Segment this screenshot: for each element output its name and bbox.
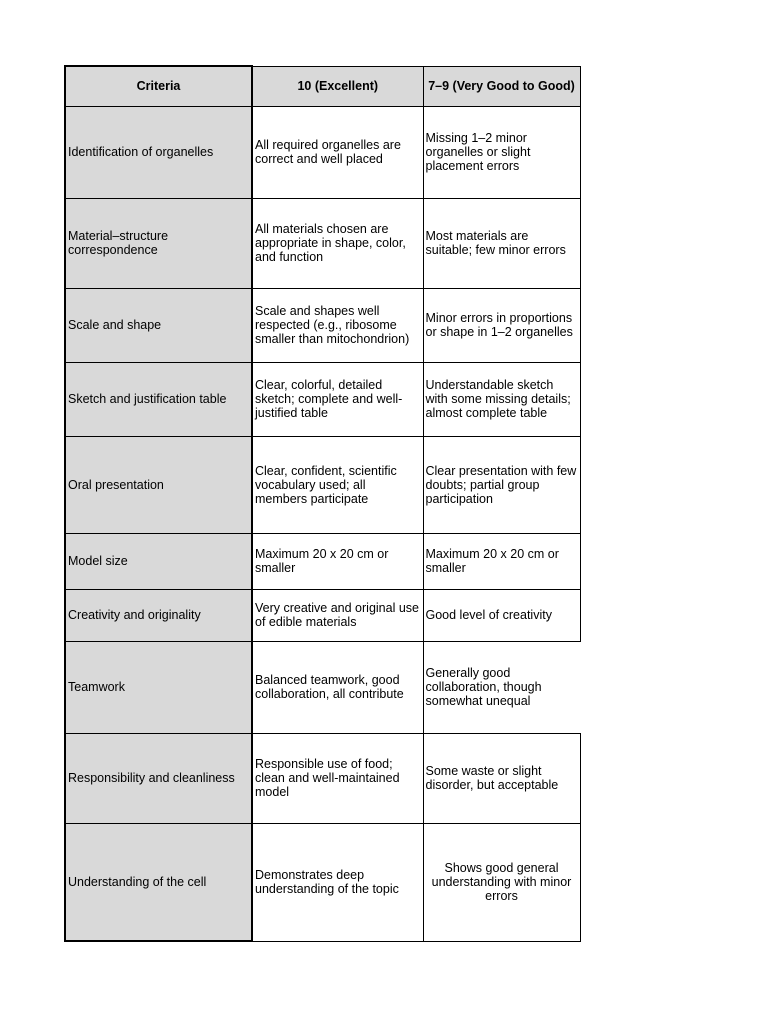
excellent-cell: Balanced teamwork, good collaboration, all contribute	[252, 641, 423, 733]
table-row	[65, 198, 580, 288]
excellent-cell: Demonstrates deep understanding of the topic	[252, 823, 423, 941]
very-good-cell: Maximum 20 x 20 cm or smaller	[423, 533, 580, 589]
very-good-cell: Clear presentation with few doubts; partial group participation	[423, 436, 580, 533]
header-row	[65, 66, 580, 106]
criteria-cell: Scale and shape	[65, 288, 252, 362]
excellent-cell: Maximum 20 x 20 cm or smaller	[252, 533, 423, 589]
excellent-cell: Clear, colorful, detailed sketch; complete and well-justified table	[252, 362, 423, 436]
criteria-cell: Model size	[65, 533, 252, 589]
excellent-cell: Very creative and original use of edible materials	[252, 589, 423, 641]
very-good-cell: Shows good general understanding with minor errors	[423, 823, 580, 941]
very-good-cell: Good level of creativity	[423, 589, 580, 641]
header-criteria: Criteria	[65, 66, 252, 106]
table-row	[65, 106, 580, 198]
criteria-cell: Teamwork	[65, 641, 252, 733]
very-good-cell: Some waste or slight disorder, but acceptable	[423, 733, 580, 823]
rubric-table	[64, 65, 581, 942]
header-excellent: 10 (Excellent)	[252, 66, 423, 106]
table-row	[65, 288, 580, 362]
table-row	[65, 533, 580, 589]
excellent-cell: Scale and shapes well respected (e.g., ribosome smaller than mitochondrion)	[252, 288, 423, 362]
very-good-cell: Generally good collaboration, though somewhat unequal	[423, 641, 580, 733]
criteria-cell: Responsibility and cleanliness	[65, 733, 252, 823]
table-row	[65, 589, 580, 641]
excellent-cell: Clear, confident, scientific vocabulary used; all members participate	[252, 436, 423, 533]
excellent-cell: All required organelles are correct and well placed	[252, 106, 423, 198]
excellent-cell: Responsible use of food; clean and well-maintained model	[252, 733, 423, 823]
table-row	[65, 641, 580, 733]
very-good-cell: Missing 1–2 minor organelles or slight placement errors	[423, 106, 580, 198]
very-good-cell: Understandable sketch with some missing details; almost complete table	[423, 362, 580, 436]
criteria-cell: Sketch and justification table	[65, 362, 252, 436]
table-row	[65, 362, 580, 436]
criteria-cell: Material–structure correspondence	[65, 198, 252, 288]
excellent-cell: All materials chosen are appropriate in shape, color, and function	[252, 198, 423, 288]
table-row	[65, 436, 580, 533]
criteria-cell: Identification of organelles	[65, 106, 252, 198]
criteria-cell: Creativity and originality	[65, 589, 252, 641]
header-very-good: 7–9 (Very Good to Good)	[423, 66, 580, 106]
table-row	[65, 823, 580, 941]
criteria-cell: Oral presentation	[65, 436, 252, 533]
very-good-cell: Most materials are suitable; few minor errors	[423, 198, 580, 288]
very-good-cell: Minor errors in proportions or shape in 1–2 organelles	[423, 288, 580, 362]
table-row	[65, 733, 580, 823]
criteria-cell: Understanding of the cell	[65, 823, 252, 941]
